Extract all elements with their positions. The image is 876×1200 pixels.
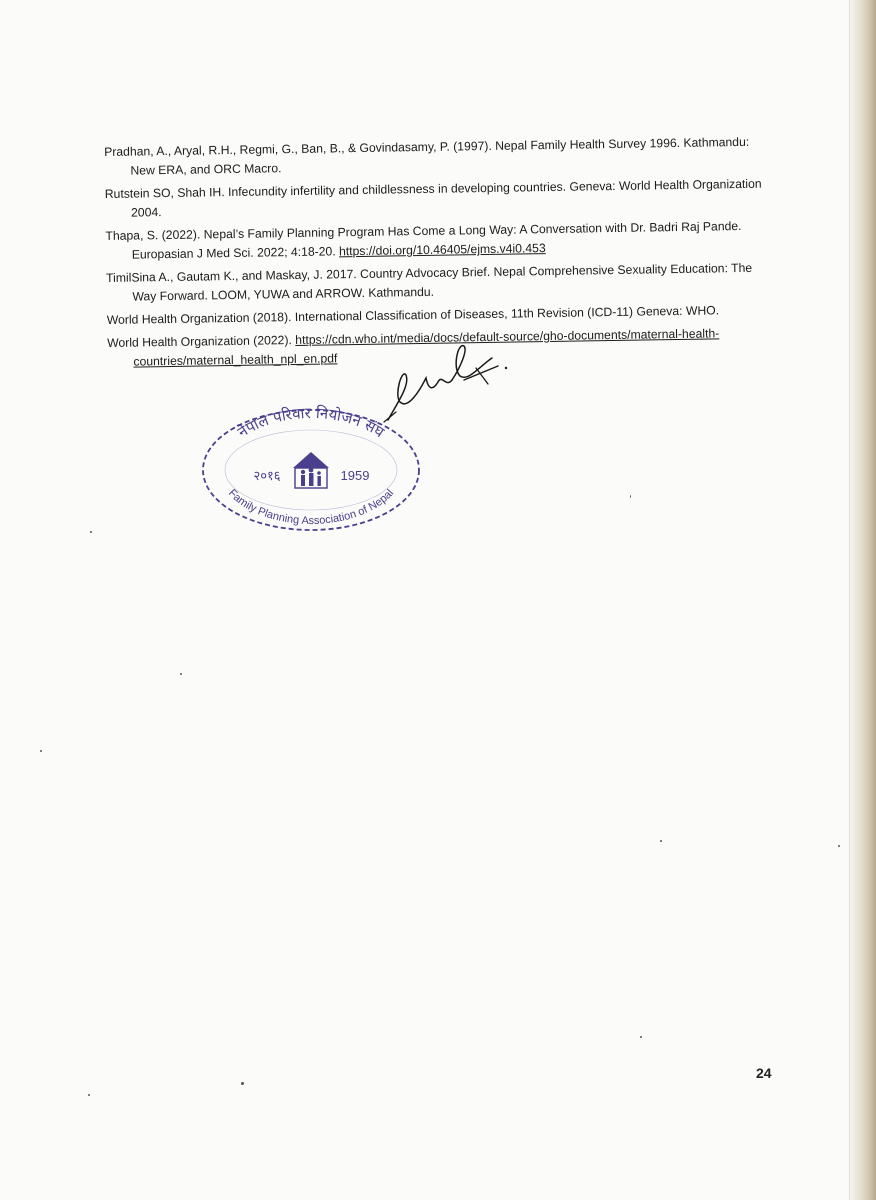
reference-link[interactable]: https://cdn.who.int/media/docs/default-source/gho-documents/maternal-health-countries/maternal_health_npl_en.pdf xyxy=(133,326,720,369)
family-house-icon xyxy=(293,452,329,488)
scan-speck xyxy=(838,845,840,847)
scan-speck xyxy=(630,495,631,498)
reference-text: TimilSina A., Gautam K., and Maskay, J. 2017. Country Advocacy Brief. Nepal Comprehensive Sexuality Education: The Way Forward. LOOM, YUWA and ARROW. Kathmandu. xyxy=(106,260,753,304)
reference-item xyxy=(105,175,766,223)
scan-speck xyxy=(180,673,182,675)
scan-speck xyxy=(660,840,662,842)
reference-text: Pradhan, A., Aryal, R.H., Regmi, G., Ban, B., & Govindasamy, P. (1997). Nepal Family Health Survey 1996. Kathmandu: New ERA, and ORC Macro. xyxy=(104,134,750,178)
handwritten-signature xyxy=(380,340,520,435)
reference-item xyxy=(104,133,765,181)
page-number: 24 xyxy=(756,1065,772,1081)
scan-speck xyxy=(90,531,92,533)
stamp-bottom-text: Family Planning Association of Nepal xyxy=(225,487,397,528)
scan-speck xyxy=(88,1094,90,1096)
reference-text: Thapa, S. (2022). Nepal’s Family Planning Program Has Come a Long Way: A Conversation with Dr. Badri Raj Pande. Europasian J Med Sci. 2022; 4:18-20. xyxy=(105,218,742,262)
scan-speck xyxy=(40,750,42,752)
page-edge-shadow xyxy=(850,0,876,1200)
reference-text: Rutstein SO, Shah IH. Infecundity infertility and childlessness in developing countries. Geneva: World Health Organization 2004. xyxy=(104,176,762,220)
reference-item xyxy=(105,217,766,265)
stamp-year-nepali: २०१६ xyxy=(253,469,281,484)
reference-text: World Health Organization (2022). xyxy=(107,333,296,350)
stamp-top-text: नेपाल परिवार नियोजन संघ xyxy=(234,403,388,442)
scan-speck xyxy=(241,1082,244,1085)
reference-text: World Health Organization (2018). International Classification of Diseases, 11th Revision (ICD-11) Geneva: WHO. xyxy=(106,303,720,327)
reference-item xyxy=(106,259,767,307)
stamp-year: 1959 xyxy=(340,468,370,483)
reference-link[interactable]: https://doi.org/10.46405/ejms.v4i0.453 xyxy=(338,241,546,259)
scan-speck xyxy=(640,1036,642,1038)
